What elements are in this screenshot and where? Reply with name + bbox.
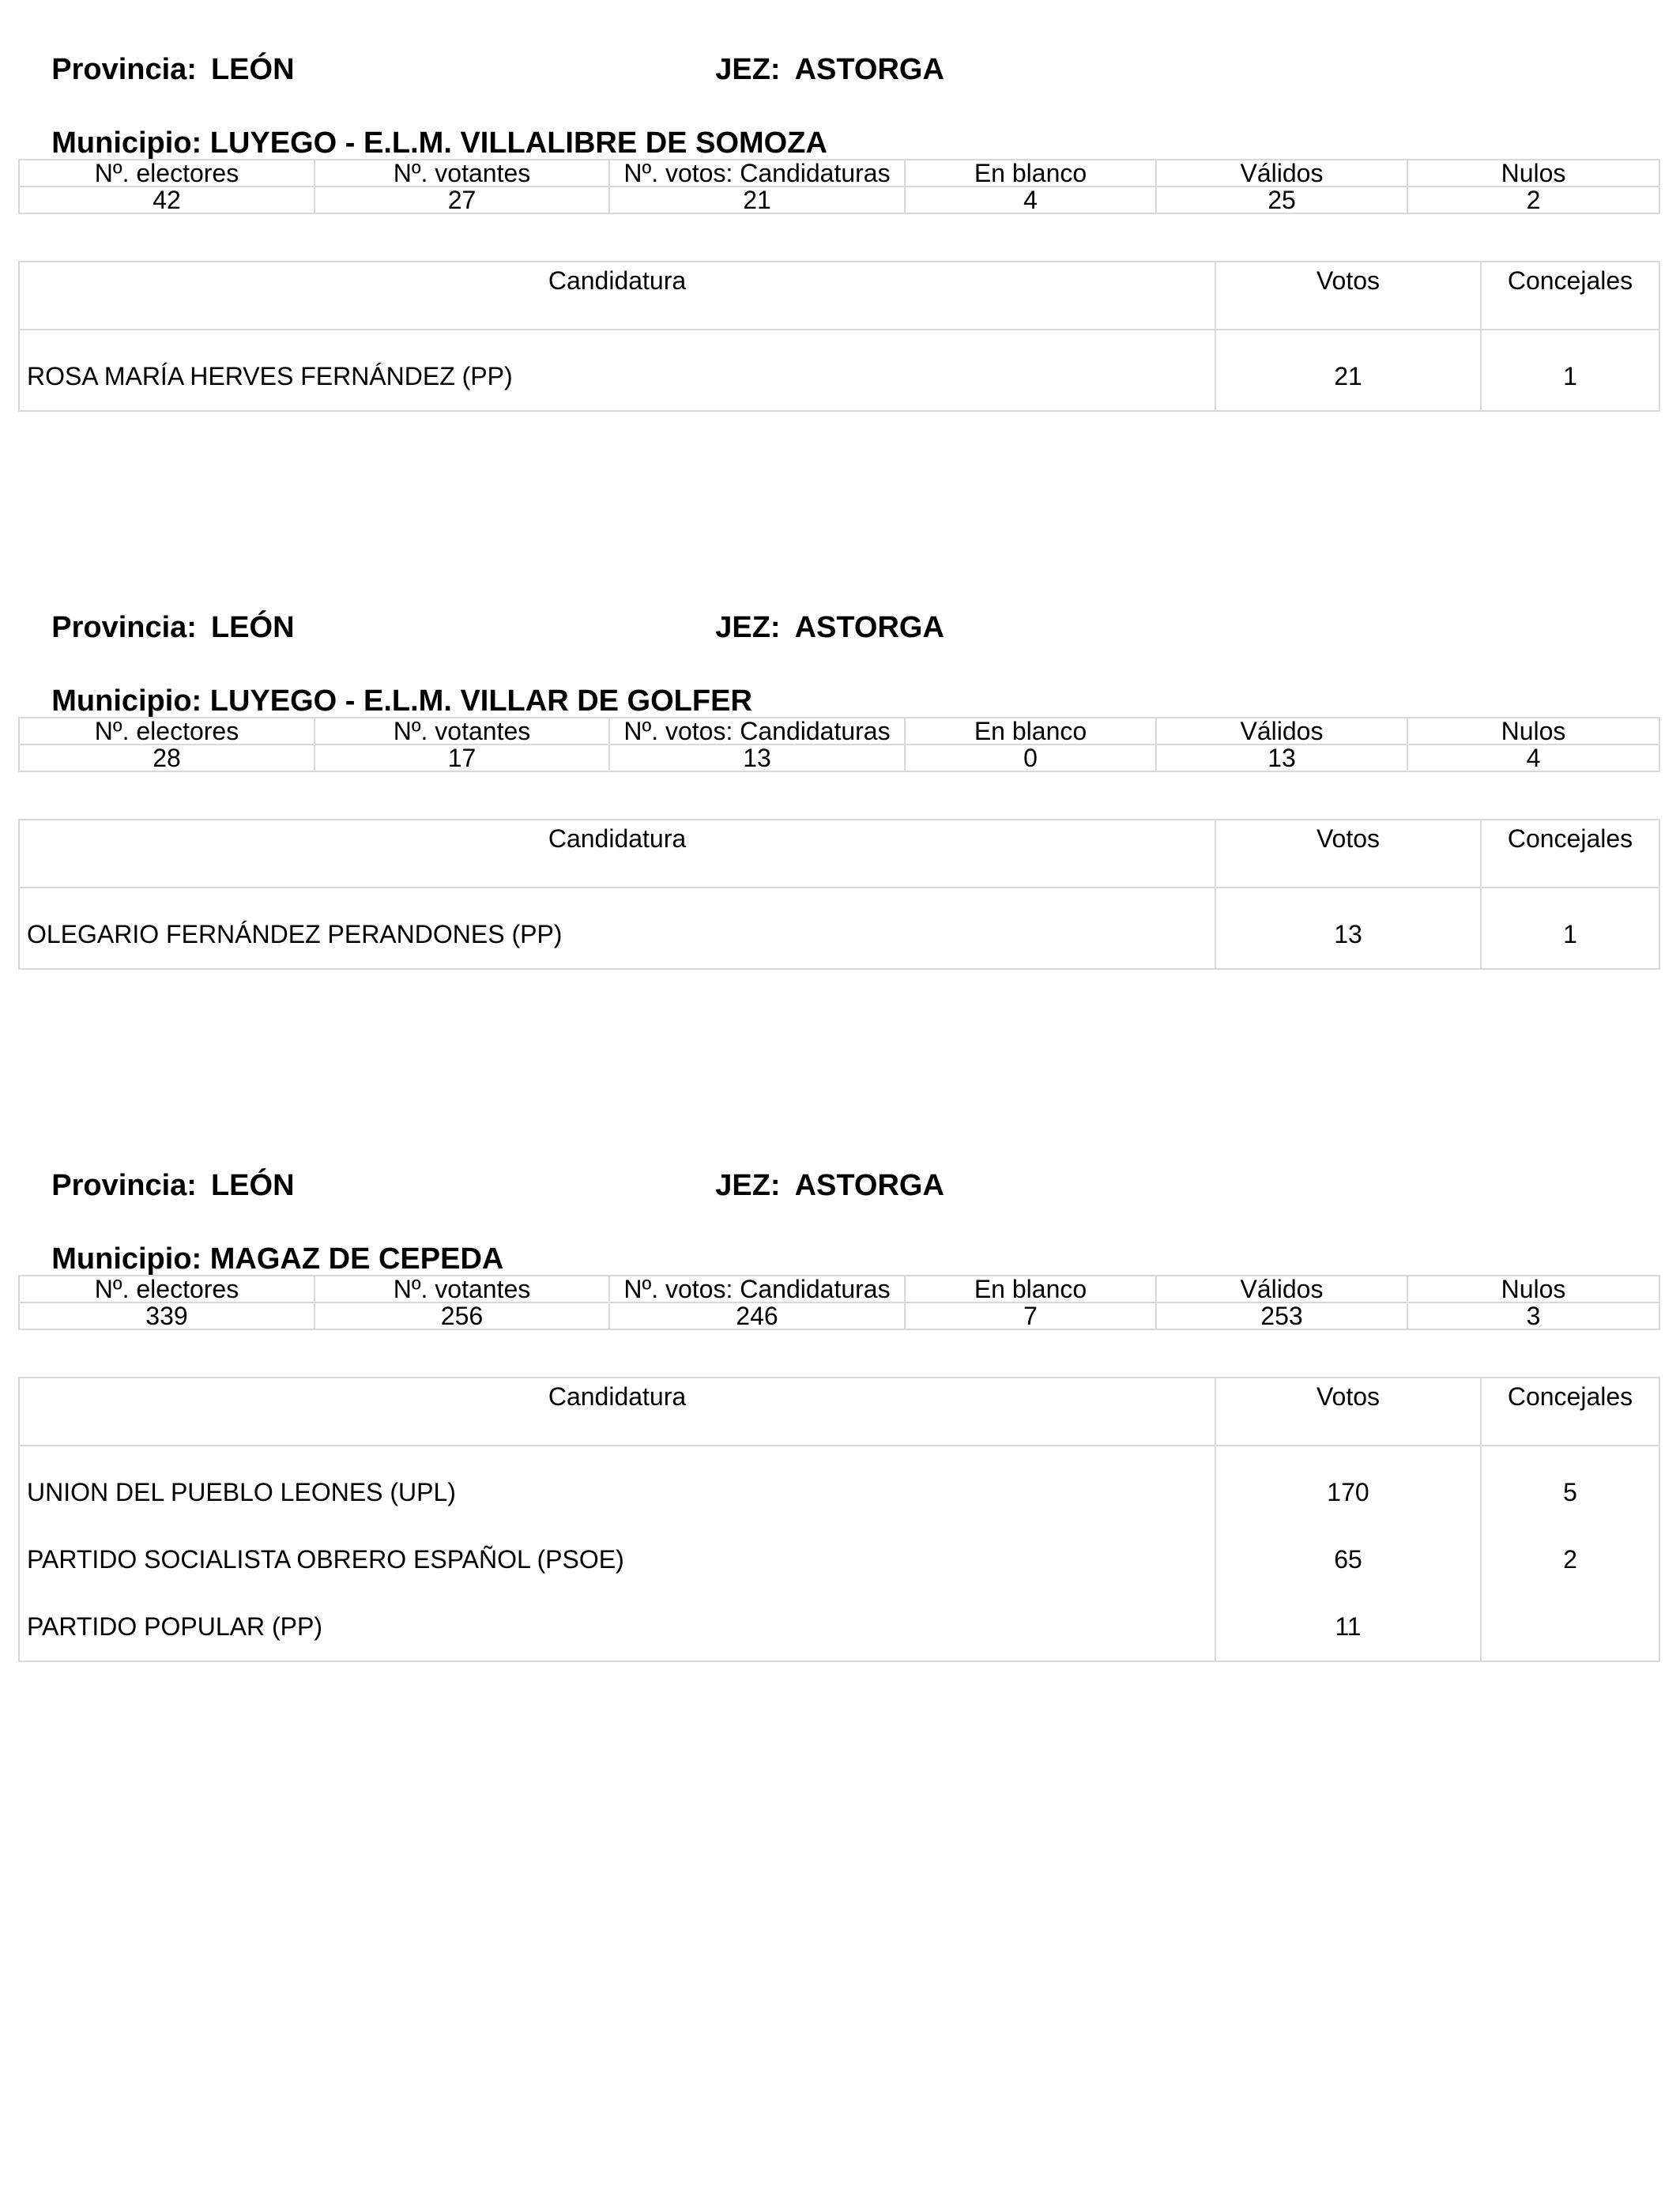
stats-header-cell: Nulos [1407,1276,1659,1302]
candidate-votes: 170 [1327,1478,1369,1506]
stats-value-cell: 25 [1156,187,1407,213]
stats-header-cell: Válidos [1156,160,1407,187]
candidates-body [19,330,1659,411]
stats-value-row [19,1302,1659,1329]
stats-value-cell: 3 [1407,1302,1659,1329]
jez-label: JEZ: [715,611,781,644]
provincia-label: Provincia: [51,611,197,644]
jez-value: ASTORGA [794,611,944,644]
candidate-seats: 1 [1563,362,1577,390]
jez-label: JEZ: [715,1169,781,1202]
stats-table [18,717,1660,772]
stats-value-row [19,745,1659,771]
candidates-table [18,261,1660,412]
candidate-name: OLEGARIO FERNÁNDEZ PERANDONES (PP) [27,920,563,948]
municipio-value: LUYEGO - E.L.M. VILLALIBRE DE SOMOZA [209,126,827,160]
stats-header-cell: En blanco [905,160,1156,187]
stats-value-row [19,187,1659,213]
stats-header-cell: Nº. electores [19,1276,315,1302]
stats-header-cell: Nº. electores [19,718,315,745]
provincia-label: Provincia: [51,1169,197,1202]
votos-header: Votos [1215,820,1481,888]
stats-value-cell: 42 [19,187,315,213]
municipio-value: LUYEGO - E.L.M. VILLAR DE GOLFER [209,684,752,718]
stats-table [18,159,1660,214]
candidate-seats-column [1481,888,1659,969]
candidate-seats-column [1481,1446,1659,1661]
candidate-seats: 5 [1563,1478,1577,1506]
stats-value-cell: 339 [19,1302,315,1329]
stats-value-cell: 27 [315,187,609,213]
candidate-name-column [19,888,1215,969]
candidate-name-column [19,1446,1215,1661]
stats-value-cell: 13 [1156,745,1407,771]
jez-line [682,1133,944,1238]
stats-header-row [19,160,1659,187]
stats-header-cell: Válidos [1156,1276,1407,1302]
candidates-table [18,819,1660,970]
stats-value-cell: 256 [315,1302,609,1329]
concejales-header: Concejales [1481,1378,1659,1446]
candidate-seats: 1 [1563,920,1577,948]
municipio-label: Municipio: [51,1242,202,1276]
candidate-seats: 2 [1563,1545,1577,1574]
stats-value-cell: 4 [1407,745,1659,771]
concejales-header: Concejales [1481,820,1659,888]
stats-value-cell: 0 [905,745,1156,771]
candidate-votes-column [1215,330,1481,411]
candidate-name: UNION DEL PUEBLO LEONES (UPL) [27,1478,456,1506]
stats-value-cell: 4 [905,187,1156,213]
candidate-name: PARTIDO POPULAR (PP) [27,1612,322,1641]
votos-header: Votos [1215,262,1481,330]
municipio-label: Municipio: [51,684,202,718]
provincia-value: LEÓN [210,611,295,644]
candidates-header-row [19,1378,1659,1446]
candidates-header-row [19,262,1659,330]
stats-header-cell: Nº. votos: Candidaturas [609,1276,905,1302]
candidate-votes: 21 [1334,362,1362,390]
jez-label: JEZ: [715,53,781,86]
candidates-table [18,1377,1660,1662]
stats-header-cell: Nº. electores [19,160,315,187]
jez-value: ASTORGA [794,1169,944,1202]
candidate-votes: 13 [1334,920,1362,948]
candidate-votes: 65 [1334,1545,1362,1574]
stats-header-row [19,718,1659,745]
stats-value-cell: 7 [905,1302,1156,1329]
stats-header-cell: En blanco [905,1276,1156,1302]
candidate-seats-column [1481,330,1659,411]
stats-value-cell: 2 [1407,187,1659,213]
provincia-value: LEÓN [210,1169,295,1202]
stats-value-cell: 17 [315,745,609,771]
jez-value: ASTORGA [794,53,944,86]
municipio-label: Municipio: [51,126,202,160]
candidates-body [19,1446,1659,1661]
stats-table [18,1275,1660,1330]
candidates-body [19,888,1659,969]
stats-header-cell: Nº. votos: Candidaturas [609,160,905,187]
stats-header-cell: Nº. votantes [315,160,609,187]
provincia-label: Provincia: [51,53,197,86]
candidatura-header: Candidatura [19,262,1215,330]
candidate-name: PARTIDO SOCIALISTA OBRERO ESPAÑOL (PSOE) [27,1545,624,1574]
stats-header-cell: Nulos [1407,160,1659,187]
candidate-votes-column [1215,1446,1481,1661]
candidate-votes-column [1215,888,1481,969]
stats-header-cell: Nº. votantes [315,718,609,745]
candidate-name-column [19,330,1215,411]
stats-header-cell: Válidos [1156,718,1407,745]
candidatura-header: Candidatura [19,820,1215,888]
candidates-header-row [19,820,1659,888]
candidatura-header: Candidatura [19,1378,1215,1446]
stats-header-cell: Nulos [1407,718,1659,745]
stats-value-cell: 13 [609,745,905,771]
votos-header: Votos [1215,1378,1481,1446]
candidate-name: ROSA MARÍA HERVES FERNÁNDEZ (PP) [27,362,513,390]
stats-value-cell: 21 [609,187,905,213]
municipio-value: MAGAZ DE CEPEDA [209,1242,504,1276]
stats-header-cell: Nº. votantes [315,1276,609,1302]
stats-header-cell: Nº. votos: Candidaturas [609,718,905,745]
stats-value-cell: 28 [19,745,315,771]
stats-header-row [19,1276,1659,1302]
provincia-value: LEÓN [210,53,295,86]
stats-value-cell: 246 [609,1302,905,1329]
stats-value-cell: 253 [1156,1302,1407,1329]
concejales-header: Concejales [1481,262,1659,330]
candidate-votes: 11 [1335,1612,1362,1641]
stats-header-cell: En blanco [905,718,1156,745]
